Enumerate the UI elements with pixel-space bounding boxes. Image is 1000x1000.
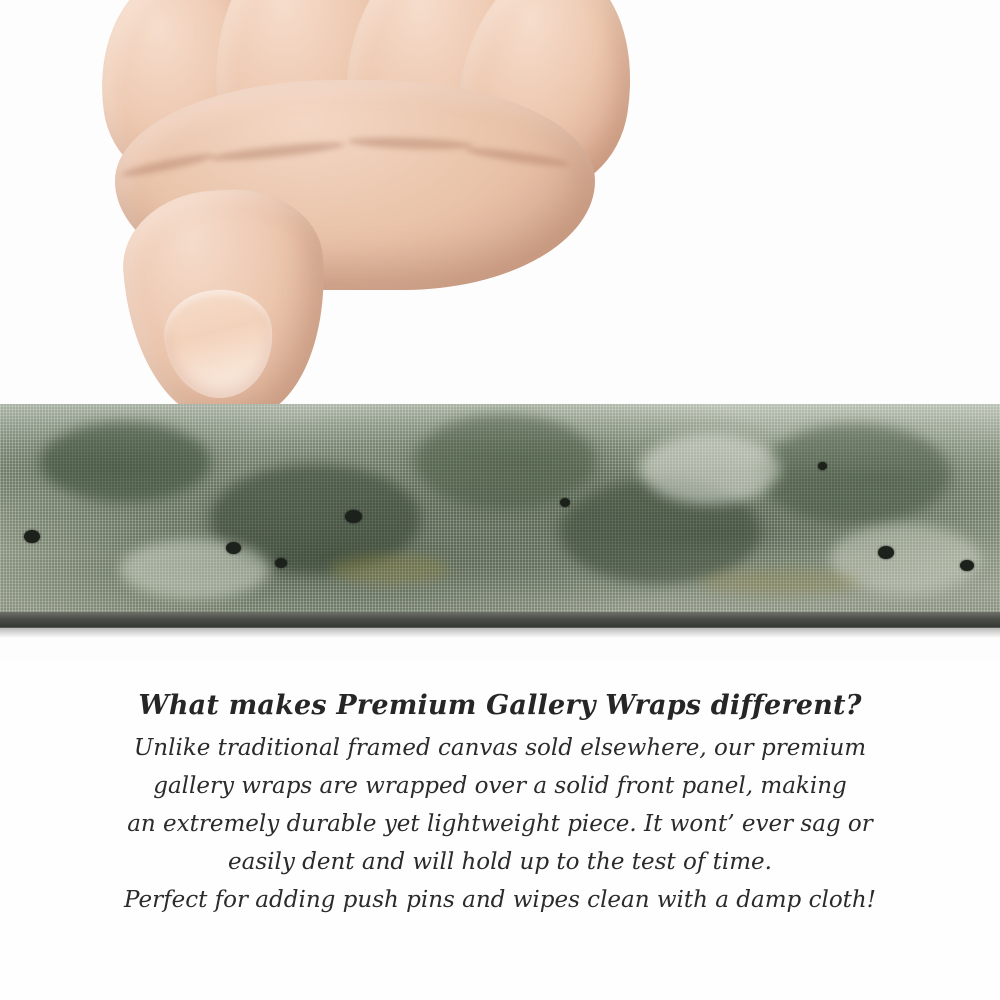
speck xyxy=(226,542,241,554)
caption-body xyxy=(0,729,1000,919)
speck xyxy=(24,530,40,543)
hand-illustration xyxy=(90,0,610,430)
speck xyxy=(345,510,362,523)
speck xyxy=(960,560,974,571)
caption-line-1: Unlike traditional framed canvas sold elsewhere, our premium xyxy=(133,735,867,761)
paint-splotch xyxy=(40,422,210,502)
speck xyxy=(818,462,827,470)
speck xyxy=(878,546,894,559)
highlight-splotch xyxy=(640,434,780,504)
paint-splotch xyxy=(415,414,595,509)
canvas-wrap-strip xyxy=(0,404,1000,636)
canvas-printed-face xyxy=(0,404,1000,614)
ochre-splotch xyxy=(700,569,860,595)
speck xyxy=(560,498,570,507)
canvas-edge-dark xyxy=(0,612,1000,628)
canvas-drop-shadow xyxy=(0,627,1000,638)
speck xyxy=(275,558,287,568)
caption-line-3: an extremely durable yet lightweight piece. It wont’ ever sag or xyxy=(127,811,873,837)
ochre-splotch xyxy=(330,554,450,584)
caption-line-4: easily dent and will hold up to the test of time. xyxy=(228,849,772,875)
highlight-splotch xyxy=(120,539,270,599)
caption-line-5: Perfect for adding push pins and wipes clean with a damp cloth! xyxy=(124,887,876,913)
caption-line-2: gallery wraps are wrapped over a solid front panel, making xyxy=(153,773,847,799)
paint-splotch xyxy=(760,424,950,524)
caption-heading: What makes Premium Gallery Wraps different? xyxy=(138,690,862,721)
caption-block xyxy=(0,690,1000,919)
